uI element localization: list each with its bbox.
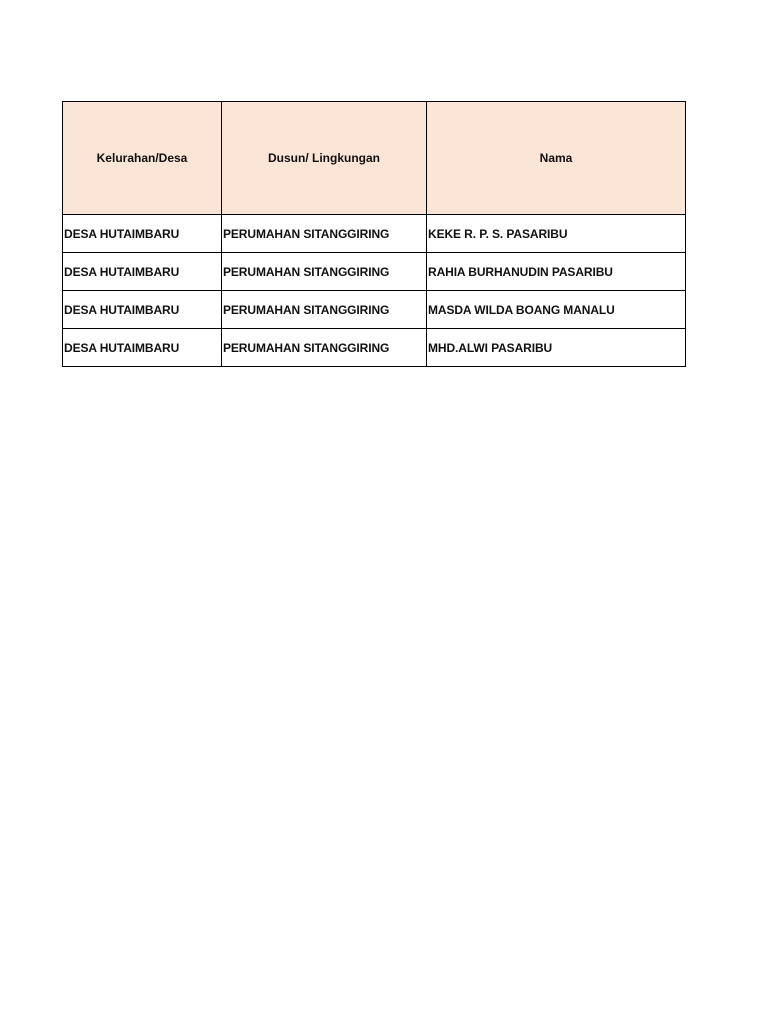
cell-kelurahan-desa: DESA HUTAIMBARU (63, 291, 222, 329)
table-row (63, 253, 686, 291)
header-dusun-lingkungan: Dusun/ Lingkungan (222, 102, 427, 215)
cell-kelurahan-desa: DESA HUTAIMBARU (63, 329, 222, 367)
cell-nama: MHD.ALWI PASARIBU (427, 329, 686, 367)
spreadsheet-page (62, 101, 685, 367)
cell-dusun-lingkungan: PERUMAHAN SITANGGIRING (222, 291, 427, 329)
table-row (63, 291, 686, 329)
header-nama: Nama (427, 102, 686, 215)
cell-kelurahan-desa: DESA HUTAIMBARU (63, 253, 222, 291)
data-table (62, 101, 686, 367)
cell-nama: RAHIA BURHANUDIN PASARIBU (427, 253, 686, 291)
cell-kelurahan-desa: DESA HUTAIMBARU (63, 215, 222, 253)
cell-dusun-lingkungan: PERUMAHAN SITANGGIRING (222, 253, 427, 291)
table-row (63, 215, 686, 253)
header-row (63, 102, 686, 215)
cell-dusun-lingkungan: PERUMAHAN SITANGGIRING (222, 215, 427, 253)
header-kelurahan-desa: Kelurahan/Desa (63, 102, 222, 215)
cell-dusun-lingkungan: PERUMAHAN SITANGGIRING (222, 329, 427, 367)
cell-nama: KEKE R. P. S. PASARIBU (427, 215, 686, 253)
table-row (63, 329, 686, 367)
cell-nama: MASDA WILDA BOANG MANALU (427, 291, 686, 329)
